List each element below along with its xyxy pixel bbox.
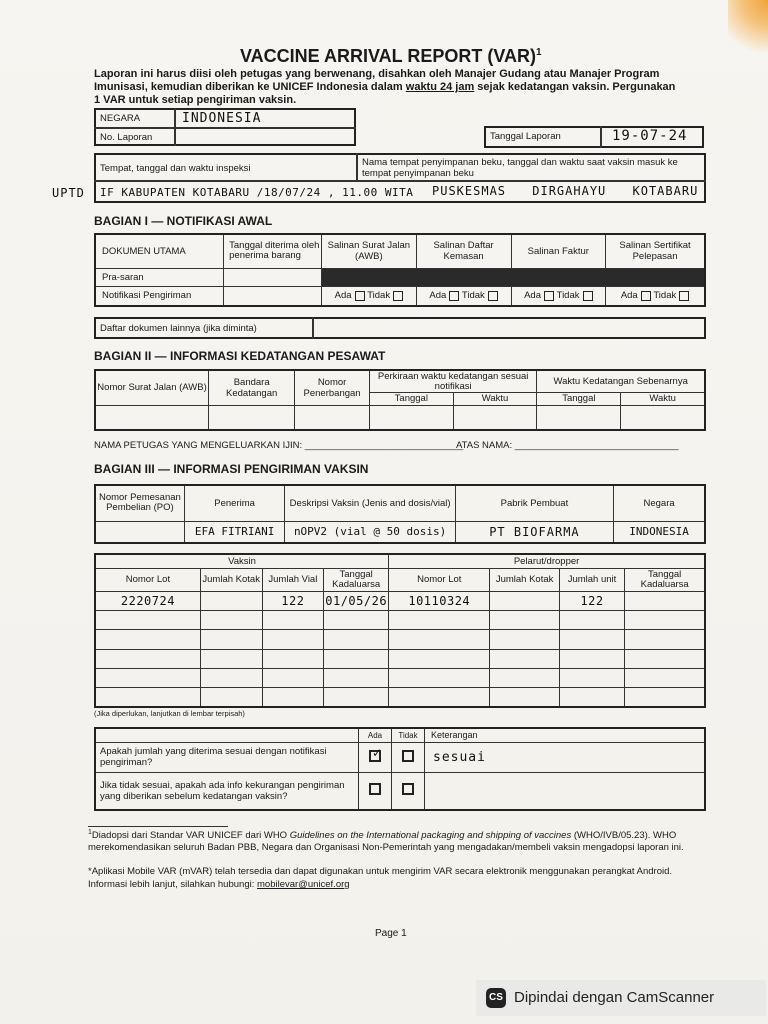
penyimpanan-value[interactable]: PUSKESMAS DIRGAHAYU KOTABARU (432, 184, 699, 198)
pelarut-unit-cell[interactable] (559, 611, 625, 630)
prasaran-shaded (322, 268, 705, 286)
deskripsi-value[interactable]: nOPV2 (vial @ 50 dosis) (285, 521, 455, 543)
checkbox-q1-ada[interactable] (369, 745, 383, 762)
checkbox-faktur-tidak[interactable] (583, 291, 593, 301)
lot-nomor-cell[interactable] (95, 668, 200, 687)
lot-row (95, 611, 705, 630)
col-jumlah-vial: Jumlah Vial (262, 568, 324, 591)
checkbox-daftar-ada[interactable] (449, 291, 459, 301)
negara-label: NEGARA (100, 113, 141, 124)
col-sebenarnya: Waktu Kedatangan Sebenarnya (537, 370, 705, 393)
col-penerima: Penerima (184, 485, 285, 521)
keterangan-header: Keterangan (425, 728, 706, 742)
checkmark-icon: ✓ (372, 745, 383, 760)
tempat-value[interactable]: IF KABUPATEN KOTABARU /18/07/24 , 11.00 WITA (100, 186, 414, 199)
lot-kotak-cell[interactable] (200, 611, 262, 630)
penyimpanan-label: Nama tempat penyimpanan beku, tanggal dan waktu saat vaksin masuk ke tempat penyimpanan beku (362, 157, 678, 179)
lot-row (95, 668, 705, 687)
lot-row (95, 649, 705, 668)
pelarut-unit-cell[interactable] (559, 668, 625, 687)
page-title: VACCINE ARRIVAL REPORT (VAR)$^1$ (240, 46, 542, 66)
col-bandara: Bandara Kedatangan (209, 370, 295, 405)
pelarut-kadaluarsa-cell[interactable] (625, 591, 705, 610)
pelarut-unit-cell[interactable]: 122 (559, 591, 625, 610)
lot-vial-cell[interactable] (262, 630, 324, 649)
daftar-check-cell: Ada Tidak (416, 286, 511, 306)
lot-kotak-cell[interactable] (200, 649, 262, 668)
question-1: Apakah jumlah yang diterima sesuai dengan notifikasi pengiriman? (95, 742, 359, 772)
questions-table (94, 727, 706, 811)
lot-vial-cell[interactable] (262, 649, 324, 668)
col-tanggal-diterima: Tanggal diterima oleh penerima barang (224, 234, 322, 268)
lot-row (95, 630, 705, 649)
section-3-title: BAGIAN III — INFORMASI PENGIRIMAN VAKSIN (94, 462, 369, 476)
pelarut-nomor-cell[interactable]: 10110324 (389, 591, 490, 610)
lot-kotak-cell[interactable] (200, 591, 262, 610)
daftar-lain-label: Daftar dokumen lainnya (jika diminta) (100, 323, 257, 334)
pelarut-nomor-cell[interactable] (389, 630, 490, 649)
penerima-value[interactable]: EFA FITRIANI (184, 521, 285, 543)
pelarut-kotak-cell[interactable] (490, 649, 559, 668)
lot-nomor-cell[interactable] (95, 649, 200, 668)
footnote-2-line-2: Informasi lebih lanjut, silahkan hubungi: mobilevar@unicef.org (88, 879, 350, 890)
lot-vial-cell[interactable]: 122 (262, 591, 324, 610)
question-2: Jika tidak sesuai, apakah ada info kekurangan pengiriman yang diberikan sebelum kedatangan vaksin? (95, 772, 359, 810)
col-jumlah-kotak: Jumlah Kotak (200, 568, 262, 591)
pelarut-kotak-cell[interactable] (490, 630, 559, 649)
col-deskripsi: Deskripsi Vaksin (Jenis and dosis/vial) (285, 485, 455, 521)
footnote-1-line-2: merekomendasikan seluruh Badan PBB, Negara dan Organisasi Non-Pemerintah yang mengadakan/membeli vaksin mengadopsi laporan ini. (88, 842, 684, 853)
col-tanggal-kadaluarsa: Tanggal Kadaluarsa (324, 568, 389, 591)
col-jumlah-kotak-2: Jumlah Kotak (490, 568, 559, 591)
q2-keterangan[interactable] (425, 772, 706, 810)
pelarut-nomor-cell[interactable] (389, 649, 490, 668)
col-faktur: Salinan Faktur (511, 234, 606, 268)
intro-line-1: Laporan ini harus diisi oleh petugas yang berwenang, disahkan oleh Manajer Gudang atau Manajer Program (94, 68, 660, 80)
lot-kadaluarsa-cell[interactable]: 01/05/26 (324, 591, 389, 610)
col-jumlah-unit: Jumlah unit (559, 568, 625, 591)
checkbox-sertifikat-ada[interactable] (641, 291, 651, 301)
col-penerbangan: Nomor Penerbangan (295, 370, 370, 405)
col-nomor-lot-2: Nomor Lot (389, 568, 490, 591)
col-surat-jalan: Nomor Surat Jalan (AWB) (95, 370, 209, 405)
pelarut-kadaluarsa-cell[interactable] (625, 668, 705, 687)
pelarut-nomor-cell[interactable] (389, 611, 490, 630)
col-tanggal-kadaluarsa-2: Tanggal Kadaluarsa (625, 568, 705, 591)
section-1-title: BAGIAN I — NOTIFIKASI AWAL (94, 214, 273, 228)
pelarut-kadaluarsa-cell[interactable] (625, 611, 705, 630)
petugas-label: NAMA PETUGAS YANG MENGELUARKAN IJIN: ______________________________ (94, 440, 464, 451)
col-sertifikat: Salinan Sertifikat Pelepasan (606, 234, 705, 268)
lot-kotak-cell[interactable] (200, 668, 262, 687)
lot-table (94, 553, 706, 708)
checkbox-daftar-tidak[interactable] (488, 291, 498, 301)
lot-nomor-cell[interactable] (95, 630, 200, 649)
camscanner-text: Dipindai dengan CamScanner (514, 989, 715, 1006)
q-tidak-header: Tidak (392, 728, 425, 742)
lot-row (95, 591, 705, 610)
lot-vial-cell[interactable] (262, 688, 324, 707)
pelarut-kotak-cell[interactable] (490, 688, 559, 707)
sebenarnya-waktu: Waktu (621, 393, 705, 405)
pelarut-kadaluarsa-cell[interactable] (625, 649, 705, 668)
lot-row (95, 688, 705, 707)
sertifikat-check-cell: Ada Tidak (606, 286, 705, 306)
sebenarnya-tanggal: Tanggal (537, 393, 621, 405)
lot-nomor-cell[interactable] (95, 611, 200, 630)
checkbox-q1-tidak[interactable] (402, 750, 414, 762)
lot-kadaluarsa-cell[interactable] (324, 688, 389, 707)
intro-line-2: Imunisasi, kemudian diberikan ke UNICEF Indonesia dalam waktu 24 jam sejak kedatangan vaksin. Pergunakan (94, 81, 676, 93)
intro-line-3: 1 VAR untuk setiap pengiriman vaksin. (94, 94, 297, 106)
vaksin-header: Vaksin (95, 554, 389, 568)
tanggal-laporan-label: Tanggal Laporan (490, 131, 561, 142)
no-laporan-label: No. Laporan (100, 132, 153, 143)
lot-kadaluarsa-cell[interactable] (324, 649, 389, 668)
pelarut-unit-cell[interactable] (559, 649, 625, 668)
q2-ada-cell (359, 772, 392, 810)
pelarut-unit-cell[interactable] (559, 688, 625, 707)
pengiriman-table (94, 484, 706, 544)
page-number: Page 1 (375, 928, 407, 939)
lot-vial-cell[interactable] (262, 611, 324, 630)
pelarut-kotak-cell[interactable] (490, 668, 559, 687)
checkbox-faktur-ada[interactable] (544, 291, 554, 301)
kedatangan-table (94, 369, 706, 431)
q1-ada-cell (359, 742, 392, 772)
col-perkiraan: Perkiraan waktu kedatangan sesuai notifikasi (369, 370, 537, 393)
atas-nama-label: ATAS NAMA: _______________________________ (456, 440, 679, 451)
awb-check-cell: Ada Tidak (322, 286, 417, 306)
pelarut-nomor-cell[interactable] (389, 668, 490, 687)
lot-nomor-cell[interactable] (95, 688, 200, 707)
pelarut-kotak-cell[interactable] (490, 611, 559, 630)
lot-kadaluarsa-cell[interactable] (324, 668, 389, 687)
col-negara: Negara (614, 485, 705, 521)
faktur-check-cell: Ada Tidak (511, 286, 606, 306)
section-2-title: BAGIAN II — INFORMASI KEDATANGAN PESAWAT (94, 349, 386, 363)
q1-keterangan[interactable]: sesuai (425, 742, 706, 772)
col-pabrik: Pabrik Pembuat (455, 485, 613, 521)
col-awb: Salinan Surat Jalan (AWB) (322, 234, 417, 268)
pelarut-nomor-cell[interactable] (389, 688, 490, 707)
lot-kadaluarsa-cell[interactable] (324, 630, 389, 649)
q2-tidak-cell (392, 772, 425, 810)
col-nomor-lot: Nomor Lot (95, 568, 200, 591)
perkiraan-waktu: Waktu (453, 393, 537, 405)
negara-value-2[interactable]: INDONESIA (614, 521, 705, 543)
upt-note: UPTD (52, 186, 85, 200)
checkbox-q2-ada[interactable] (369, 783, 381, 795)
lot-vial-cell[interactable] (262, 668, 324, 687)
notifikasi-table (94, 233, 706, 307)
perkiraan-tanggal: Tanggal (369, 393, 453, 405)
tempat-label: Tempat, tanggal dan waktu inspeksi (100, 163, 251, 174)
col-dokumen: DOKUMEN UTAMA (95, 234, 224, 268)
q-ada-header: Ada (359, 728, 392, 742)
footnote-2: *Aplikasi Mobile VAR (mVAR) telah tersedia dan dapat digunakan untuk mengirim VAR secara elektronik menggunakan perangkat Android. (88, 866, 673, 877)
checkbox-awb-ada[interactable] (355, 291, 365, 301)
camscanner-logo-icon: CS (486, 988, 506, 1008)
lot-note: (Jika diperlukan, lanjutkan di lembar terpisah) (94, 709, 245, 718)
camscanner-watermark (476, 980, 766, 1016)
row-prasaran: Pra-saran (95, 268, 224, 286)
lot-kadaluarsa-cell[interactable] (324, 611, 389, 630)
lot-kotak-cell[interactable] (200, 630, 262, 649)
tanggal-laporan-value[interactable]: 19-07-24 (612, 128, 688, 144)
pelarut-header: Pelarut/dropper (389, 554, 705, 568)
col-po: Nomor Pemesanan Pembelian (PO) (95, 485, 184, 521)
col-daftar-kemasan: Salinan Daftar Kemasan (416, 234, 511, 268)
negara-value[interactable]: INDONESIA (182, 111, 262, 126)
footnote-1: $^1$Diadopsi dari Standar VAR UNICEF dari WHO Guidelines on the International packaging and shipping of vaccines (WHO/IVB/05.23). WHO (88, 829, 677, 842)
q1-tidak-cell (392, 742, 425, 772)
row-notifikasi: Notifikasi Pengiriman (95, 286, 224, 306)
lot-nomor-cell[interactable]: 2220724 (95, 591, 200, 610)
pabrik-value[interactable]: PT BIOFARMA (455, 521, 613, 543)
checkbox-awb-tidak[interactable] (393, 291, 403, 301)
pelarut-kotak-cell[interactable] (490, 591, 559, 610)
pelarut-kadaluarsa-cell[interactable] (625, 630, 705, 649)
paper-corner (728, 0, 768, 60)
pelarut-kadaluarsa-cell[interactable] (625, 688, 705, 707)
pelarut-unit-cell[interactable] (559, 630, 625, 649)
mobilevar-email-link[interactable]: mobilevar@unicef.org (257, 879, 350, 890)
checkbox-sertifikat-tidak[interactable] (679, 291, 689, 301)
lot-kotak-cell[interactable] (200, 688, 262, 707)
checkbox-q2-tidak[interactable] (402, 783, 414, 795)
